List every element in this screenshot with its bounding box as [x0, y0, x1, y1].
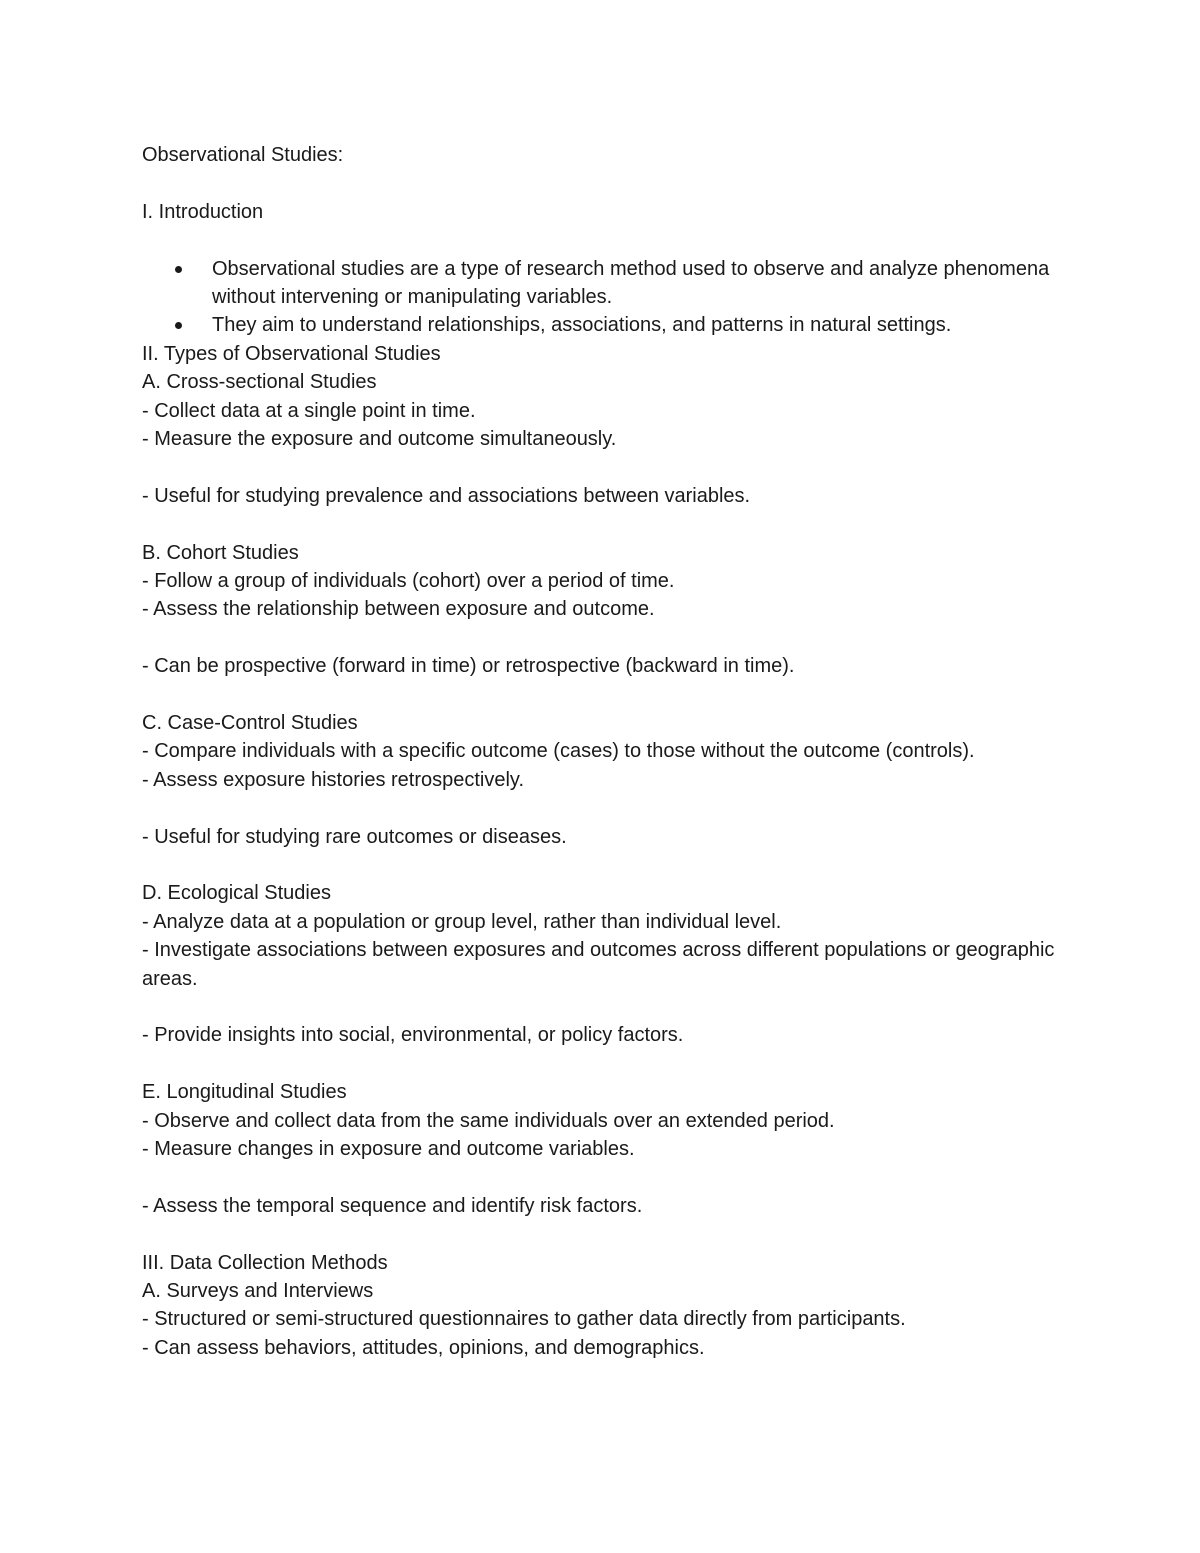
spacer	[142, 1220, 1102, 1248]
point-text: - Can be prospective (forward in time) or retrospective (backward in time).	[142, 655, 795, 678]
point-text: - Follow a group of individuals (cohort) over a period of time.	[142, 570, 675, 593]
subsection-heading-ecological: D. Ecological Studies	[142, 882, 331, 905]
subsection-heading-case-control: C. Case-Control Studies	[142, 712, 358, 735]
bullet-text: Observational studies are a type of research method used to observe and analyze phenomena without intervening or manipulating variables.	[212, 257, 1050, 308]
list-item	[142, 311, 1102, 339]
point-text: - Assess the temporal sequence and identify risk factors.	[142, 1194, 643, 1217]
point-text: - Measure the exposure and outcome simultaneously.	[142, 428, 617, 451]
subsection-heading-cross-sectional: A. Cross-sectional Studies	[142, 371, 377, 394]
spacer	[142, 1050, 1102, 1078]
point-text: - Measure changes in exposure and outcome variables.	[142, 1138, 635, 1161]
point-text: - Assess exposure histories retrospectively.	[142, 768, 525, 791]
subsection-heading-surveys: A. Surveys and Interviews	[142, 1280, 374, 1303]
point-text: - Useful for studying prevalence and associations between variables.	[142, 484, 751, 507]
section-heading-introduction: I. Introduction	[142, 200, 264, 223]
point-text: - Compare individuals with a specific outcome (cases) to those without the outcome (controls).	[142, 740, 975, 763]
spacer	[142, 510, 1102, 538]
bullet-icon	[175, 322, 182, 329]
section-heading-data-collection: III. Data Collection Methods	[142, 1251, 388, 1274]
document-title: Observational Studies:	[142, 144, 344, 166]
bullet-text: They aim to understand relationships, associations, and patterns in natural settings.	[212, 314, 952, 337]
spacer	[142, 993, 1102, 1021]
document-body	[142, 141, 1102, 1362]
spacer	[142, 453, 1102, 481]
point-text: - Provide insights into social, environmental, or policy factors.	[142, 1024, 684, 1047]
spacer	[142, 624, 1102, 652]
bullet-icon	[175, 266, 182, 273]
point-text: - Investigate associations between exposures and outcomes across different populations or geographic areas.	[142, 939, 1055, 990]
point-text: - Useful for studying rare outcomes or diseases.	[142, 825, 567, 848]
spacer	[142, 681, 1102, 709]
subsection-heading-longitudinal: E. Longitudinal Studies	[142, 1081, 347, 1104]
point-text: - Assess the relationship between exposure and outcome.	[142, 598, 655, 621]
spacer	[142, 169, 1102, 197]
introduction-bullet-list	[142, 255, 1102, 340]
section-heading-types: II. Types of Observational Studies	[142, 342, 441, 365]
spacer	[142, 794, 1102, 822]
spacer	[142, 226, 1102, 254]
point-text: - Can assess behaviors, attitudes, opinions, and demographics.	[142, 1336, 705, 1359]
spacer	[142, 1163, 1102, 1191]
spacer	[142, 851, 1102, 879]
point-text: - Observe and collect data from the same individuals over an extended period.	[142, 1109, 835, 1132]
point-text: - Analyze data at a population or group level, rather than individual level.	[142, 910, 782, 933]
point-text: - Collect data at a single point in time.	[142, 399, 476, 422]
point-text: - Structured or semi-structured questionnaires to gather data directly from participants.	[142, 1308, 906, 1331]
subsection-heading-cohort: B. Cohort Studies	[142, 541, 299, 564]
list-item	[142, 255, 1102, 312]
